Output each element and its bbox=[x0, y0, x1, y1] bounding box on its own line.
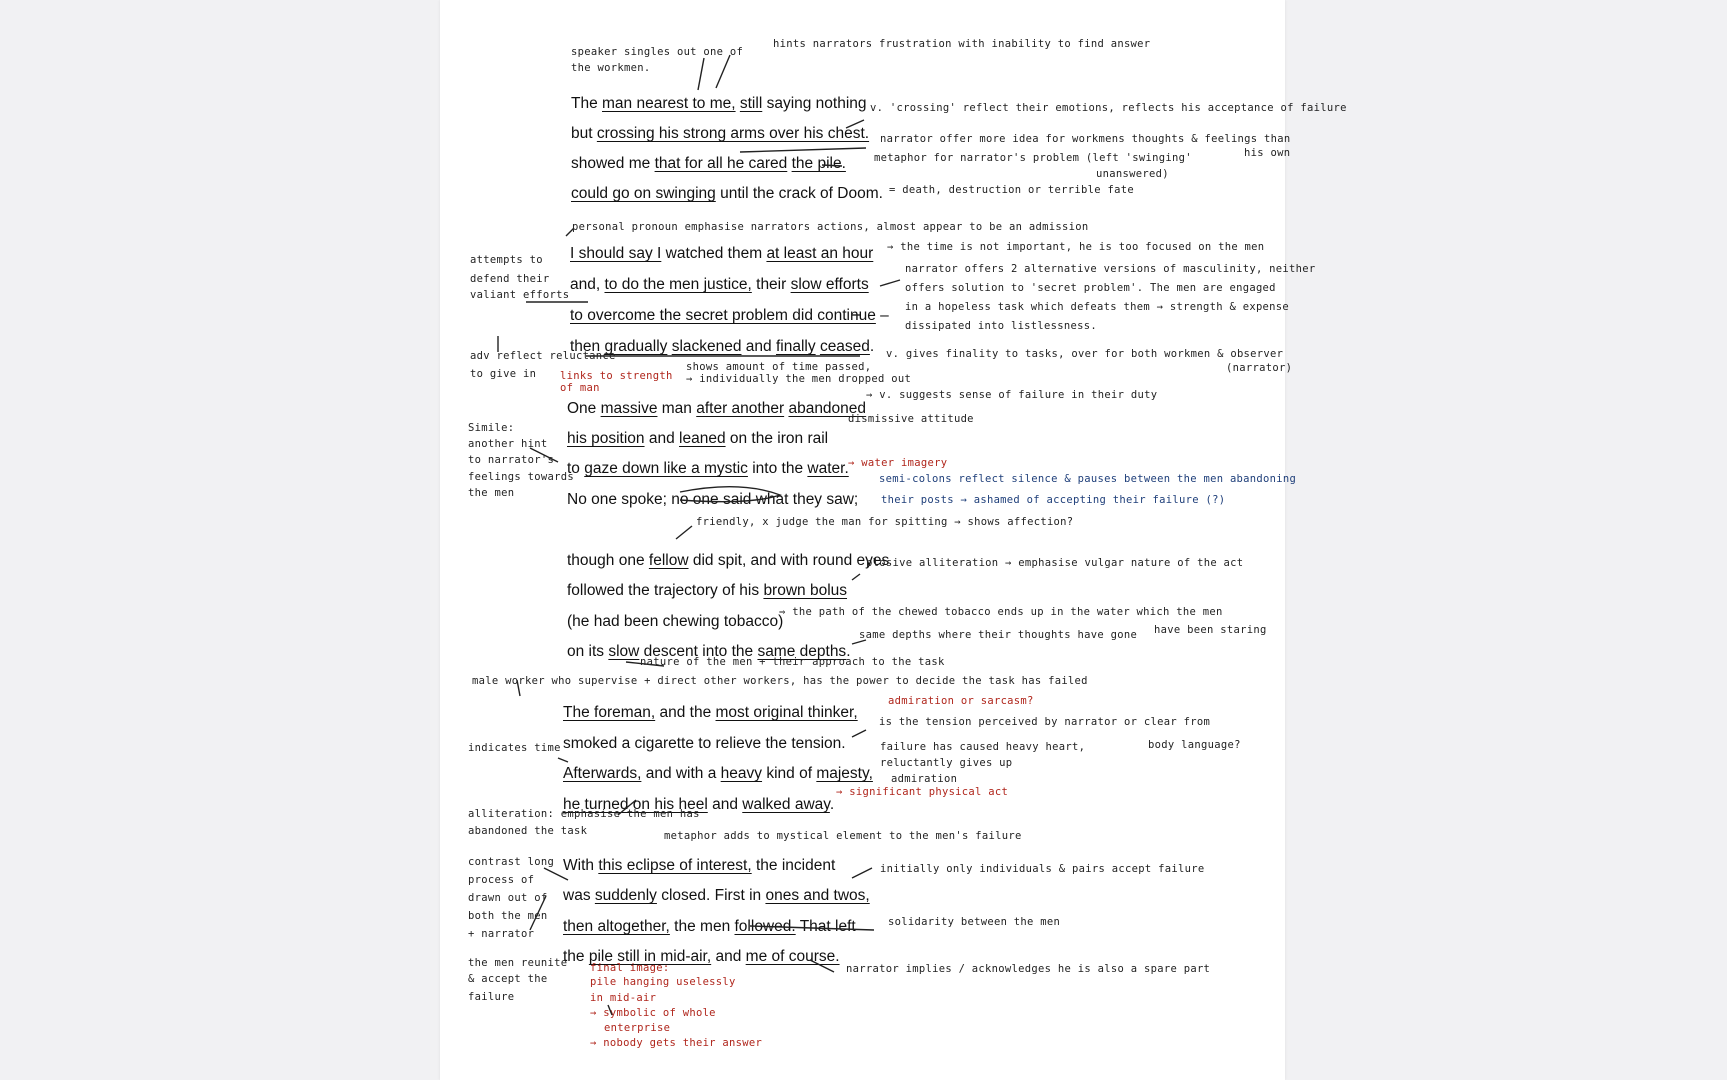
text-segment: The bbox=[571, 95, 603, 112]
poem-line bbox=[571, 185, 883, 204]
underlined-phrase: massive bbox=[600, 400, 658, 417]
annotation-note: metaphor for narrator's problem (left 'swinging' bbox=[874, 152, 1192, 164]
underlined-phrase: ceased bbox=[819, 338, 870, 355]
text-segment: man bbox=[657, 400, 697, 417]
poem-line bbox=[563, 918, 856, 937]
annotation-note: dissipated into listlessness. bbox=[905, 320, 1098, 332]
underlined-phrase: finally bbox=[775, 338, 816, 355]
underlined-phrase: gradually bbox=[604, 338, 668, 355]
underlined-phrase: walked away bbox=[742, 796, 830, 813]
annotation-note: their posts → ashamed of accepting their failure (?) bbox=[881, 494, 1226, 506]
text-segment: to bbox=[567, 460, 585, 477]
text-segment: showed me bbox=[571, 155, 655, 172]
annotation-note: ⇒ the path of the chewed tobacco ends up in the water which the men bbox=[779, 606, 1223, 618]
underlined-phrase: pile still in mid-air, bbox=[588, 948, 712, 965]
underlined-phrase: to do the men justice, bbox=[604, 276, 752, 293]
annotation-note: → significant physical act bbox=[836, 786, 1009, 798]
arrow bbox=[852, 574, 860, 580]
underlined-phrase: leaned bbox=[679, 430, 726, 447]
text-segment: did spit, and with round eyes bbox=[688, 552, 890, 569]
underlined-phrase: brown bolus bbox=[763, 582, 848, 599]
annotation-note: same depths where their thoughts have gone bbox=[859, 629, 1138, 641]
text-segment: One bbox=[567, 400, 601, 417]
underlined-phrase: then altogether, bbox=[563, 918, 670, 935]
text-segment: That left bbox=[795, 918, 856, 935]
annotation-note: of man bbox=[560, 382, 600, 394]
annotation-note: in a hopeless task which defeats them → strength & expense bbox=[905, 301, 1290, 313]
poem-line bbox=[563, 704, 858, 723]
annotation-note: = death, destruction or terrible fate bbox=[889, 184, 1134, 196]
annotation-note: to narrator's bbox=[468, 454, 555, 466]
poem-line bbox=[563, 765, 873, 784]
text-segment: followed the trajectory of his bbox=[567, 582, 764, 599]
underlined-phrase: The foreman, bbox=[563, 704, 656, 721]
underlined-phrase: man nearest to me, bbox=[602, 95, 736, 112]
annotation-note: his own bbox=[1244, 147, 1291, 159]
annotation-note: the men reunite bbox=[468, 957, 568, 969]
text-segment: descent into the bbox=[639, 643, 758, 660]
poem-line bbox=[567, 460, 849, 479]
annotation-note: offers solution to 'secret problem'. The men are engaged bbox=[905, 282, 1276, 294]
arrow bbox=[676, 526, 692, 539]
annotation-note: body language? bbox=[1148, 739, 1241, 751]
annotation-note: dismissive attitude bbox=[848, 413, 974, 425]
underlined-phrase: this eclipse of interest, bbox=[598, 857, 752, 874]
underlined-phrase: majesty, bbox=[816, 765, 873, 782]
annotation-note: narrator implies / acknowledges he is also a spare part bbox=[846, 963, 1211, 975]
annotation-note: attempts to bbox=[470, 254, 543, 266]
underlined-phrase: still bbox=[739, 95, 763, 112]
annotation-note: valiant efforts bbox=[470, 289, 570, 301]
annotation-note: contrast long bbox=[468, 856, 555, 868]
underlined-phrase: same depths bbox=[757, 643, 847, 660]
poem-line bbox=[567, 552, 889, 571]
annotation-note: admiration bbox=[891, 773, 958, 785]
underlined-phrase: slow efforts bbox=[790, 276, 869, 293]
underlined-phrase: the pile. bbox=[791, 155, 846, 172]
annotation-note: the men bbox=[468, 487, 515, 499]
annotation-note: enterprise bbox=[604, 1022, 671, 1034]
text-segment: on the iron rail bbox=[725, 430, 829, 447]
underlined-phrase: slackened bbox=[671, 338, 742, 355]
annotation-note: → nobody gets their answer bbox=[590, 1037, 763, 1049]
text-segment: was bbox=[563, 887, 595, 904]
text-segment: . bbox=[869, 338, 875, 355]
poem-line bbox=[570, 245, 873, 264]
annotation-note: in mid-air bbox=[590, 992, 657, 1004]
annotation-note: process of bbox=[468, 874, 535, 886]
underlined-phrase: after another bbox=[696, 400, 785, 417]
text-segment: and with a bbox=[641, 765, 721, 782]
annotation-note: (narrator) bbox=[1226, 362, 1293, 374]
text-segment: and, bbox=[570, 276, 605, 293]
underlined-phrase: his position bbox=[567, 430, 645, 447]
annotation-note: speaker singles out one of bbox=[571, 46, 744, 58]
underlined-phrase: fellow bbox=[648, 552, 689, 569]
document-page bbox=[440, 0, 1347, 1080]
text-segment: (he had been chewing tobacco) bbox=[567, 613, 784, 630]
poem-line bbox=[563, 735, 846, 754]
arrow bbox=[698, 58, 704, 90]
underlined-phrase: abandoned bbox=[788, 400, 867, 417]
annotation-note: → symbolic of whole bbox=[590, 1007, 716, 1019]
underlined-phrase: most original thinker, bbox=[715, 704, 858, 721]
text-segment: smoked a cigarette to relieve the tension. bbox=[563, 735, 846, 752]
underlined-phrase: me of course. bbox=[745, 948, 840, 965]
text-segment: until the crack of Doom. bbox=[715, 185, 883, 202]
annotation-note: defend their bbox=[470, 273, 550, 285]
annotation-note: feelings towards bbox=[468, 471, 574, 483]
underlined-phrase: followed. bbox=[734, 918, 796, 935]
annotation-note: reluctantly gives up bbox=[880, 757, 1013, 769]
poem-line bbox=[571, 125, 869, 144]
underlined-phrase: Afterwards, bbox=[563, 765, 642, 782]
text-segment: the men bbox=[669, 918, 735, 935]
poem-line bbox=[563, 887, 870, 906]
annotation-note: both the men bbox=[468, 910, 548, 922]
poem-line bbox=[571, 155, 846, 174]
annotation-note: v. 'crossing' reflect their emotions, reflects his acceptance of failure bbox=[870, 102, 1347, 114]
text-segment: their bbox=[751, 276, 791, 293]
underlined-phrase: suddenly bbox=[594, 887, 657, 904]
annotation-note: male worker who supervise + direct other workers, has the power to decide the task has failed bbox=[472, 675, 1088, 687]
annotation-note: hints narrators frustration with inability to find answer bbox=[773, 38, 1151, 50]
poem-line bbox=[571, 95, 867, 114]
poem-line bbox=[567, 430, 828, 449]
text-segment: . bbox=[829, 796, 835, 813]
annotation-note: & accept the bbox=[468, 973, 548, 985]
underlined-phrase: heavy bbox=[720, 765, 763, 782]
text-segment: the incident bbox=[751, 857, 836, 874]
annotation-note: drawn out of bbox=[468, 892, 548, 904]
annotation-note: → individually the men dropped out bbox=[686, 373, 912, 385]
underlined-phrase: ones and twos, bbox=[765, 887, 870, 904]
underlined-phrase: he turned on his heel bbox=[563, 796, 708, 813]
annotation-note: narrator offers 2 alternative versions of masculinity, neither bbox=[905, 263, 1316, 275]
annotation-note: is the tension perceived by narrator or clear from bbox=[879, 716, 1211, 728]
annotation-note: narrator offer more idea for workmens thoughts & feelings than bbox=[880, 133, 1291, 145]
annotation-note: adv reflect reluctance bbox=[470, 350, 616, 362]
annotation-note: plosive alliteration → emphasise vulgar nature of the act bbox=[866, 557, 1244, 569]
poem-line bbox=[567, 491, 858, 510]
text-segment: . bbox=[846, 643, 851, 660]
annotation-note: failure bbox=[468, 991, 515, 1003]
text-segment: – bbox=[875, 307, 889, 324]
arrow bbox=[852, 868, 872, 878]
annotation-note: nature of the men + their approach to the task bbox=[640, 656, 945, 668]
annotation-note: friendly, x judge the man for spitting → shows affection? bbox=[696, 516, 1074, 528]
annotation-note: → water imagery bbox=[848, 457, 948, 469]
annotation-note: → v. suggests sense of failure in their duty bbox=[866, 389, 1158, 401]
text-segment: With bbox=[563, 857, 599, 874]
annotation-note: semi-colons reflect silence & pauses between the men abandoning bbox=[879, 473, 1297, 485]
text-segment: and the bbox=[655, 704, 716, 721]
annotation-note: final image: bbox=[590, 962, 670, 974]
poem-line bbox=[570, 276, 869, 295]
poem-line bbox=[567, 400, 866, 419]
annotation-note: abandoned the task bbox=[468, 825, 588, 837]
poem-line bbox=[567, 613, 783, 632]
underlined-phrase: crossing his strong arms over his chest. bbox=[596, 125, 870, 142]
text-segment: and bbox=[711, 948, 746, 965]
text-segment: No one spoke; no one said what they saw; bbox=[567, 491, 859, 508]
text-segment: and bbox=[741, 338, 776, 355]
text-segment: and bbox=[707, 796, 743, 813]
poem-line bbox=[570, 307, 889, 326]
annotation-note: indicates time bbox=[468, 742, 561, 754]
arrow bbox=[740, 148, 866, 152]
annotation-note: admiration or sarcasm? bbox=[888, 695, 1034, 707]
arrow bbox=[716, 55, 730, 88]
arrow bbox=[852, 730, 866, 737]
poem-line bbox=[567, 582, 847, 601]
text-segment: and bbox=[644, 430, 680, 447]
annotation-note: metaphor adds to mystical element to the men's failure bbox=[664, 830, 1022, 842]
text-segment: into the bbox=[747, 460, 808, 477]
text-segment: watched them bbox=[661, 245, 767, 262]
annotation-note: unanswered) bbox=[1096, 168, 1169, 180]
annotation-note: initially only individuals & pairs accept failure bbox=[880, 863, 1205, 875]
underlined-phrase: at least an hour bbox=[766, 245, 874, 262]
underlined-phrase: to overcome the secret problem did continue bbox=[570, 307, 876, 324]
annotation-note: v. gives finality to tasks, over for both workmen & observer bbox=[886, 348, 1284, 360]
annotation-note: shows amount of time passed, bbox=[686, 361, 872, 373]
annotation-note: have been staring bbox=[1154, 624, 1267, 636]
poem-line bbox=[563, 857, 835, 876]
arrow bbox=[558, 758, 568, 762]
text-segment: the bbox=[563, 948, 589, 965]
annotation-note: the workmen. bbox=[571, 62, 651, 74]
annotation-note: solidarity between the men bbox=[888, 916, 1061, 928]
underlined-phrase: slow bbox=[608, 643, 640, 660]
annotation-note: personal pronoun emphasise narrators actions, almost appear to be an admission bbox=[572, 221, 1089, 233]
text-segment: saying nothing bbox=[762, 95, 867, 112]
underlined-phrase: water. bbox=[807, 460, 849, 477]
underlined-phrase: that for all he cared bbox=[654, 155, 788, 172]
annotation-note: alliteration: emphasise the men has bbox=[468, 808, 700, 820]
text-segment: closed. First in bbox=[656, 887, 766, 904]
text-segment: but bbox=[571, 125, 597, 142]
annotation-note: to give in bbox=[470, 368, 537, 380]
annotation-note: Simile: bbox=[468, 422, 515, 434]
annotation-note: + narrator bbox=[468, 928, 535, 940]
text-segment: on its bbox=[567, 643, 609, 660]
underlined-phrase: I should say I bbox=[570, 245, 662, 262]
annotation-note: pile hanging uselessly bbox=[590, 976, 736, 988]
text-segment: though one bbox=[567, 552, 649, 569]
annotation-note: → the time is not important, he is too focused on the men bbox=[887, 241, 1265, 253]
text-segment: then bbox=[570, 338, 605, 355]
underlined-phrase: gaze down like a mystic bbox=[584, 460, 748, 477]
text-segment: kind of bbox=[762, 765, 817, 782]
annotation-note: links to strength bbox=[560, 370, 673, 382]
underlined-phrase: could go on swinging bbox=[571, 185, 716, 202]
annotation-note: another hint bbox=[468, 438, 548, 450]
annotation-note: failure has caused heavy heart, bbox=[880, 741, 1086, 753]
arrow bbox=[880, 280, 900, 286]
